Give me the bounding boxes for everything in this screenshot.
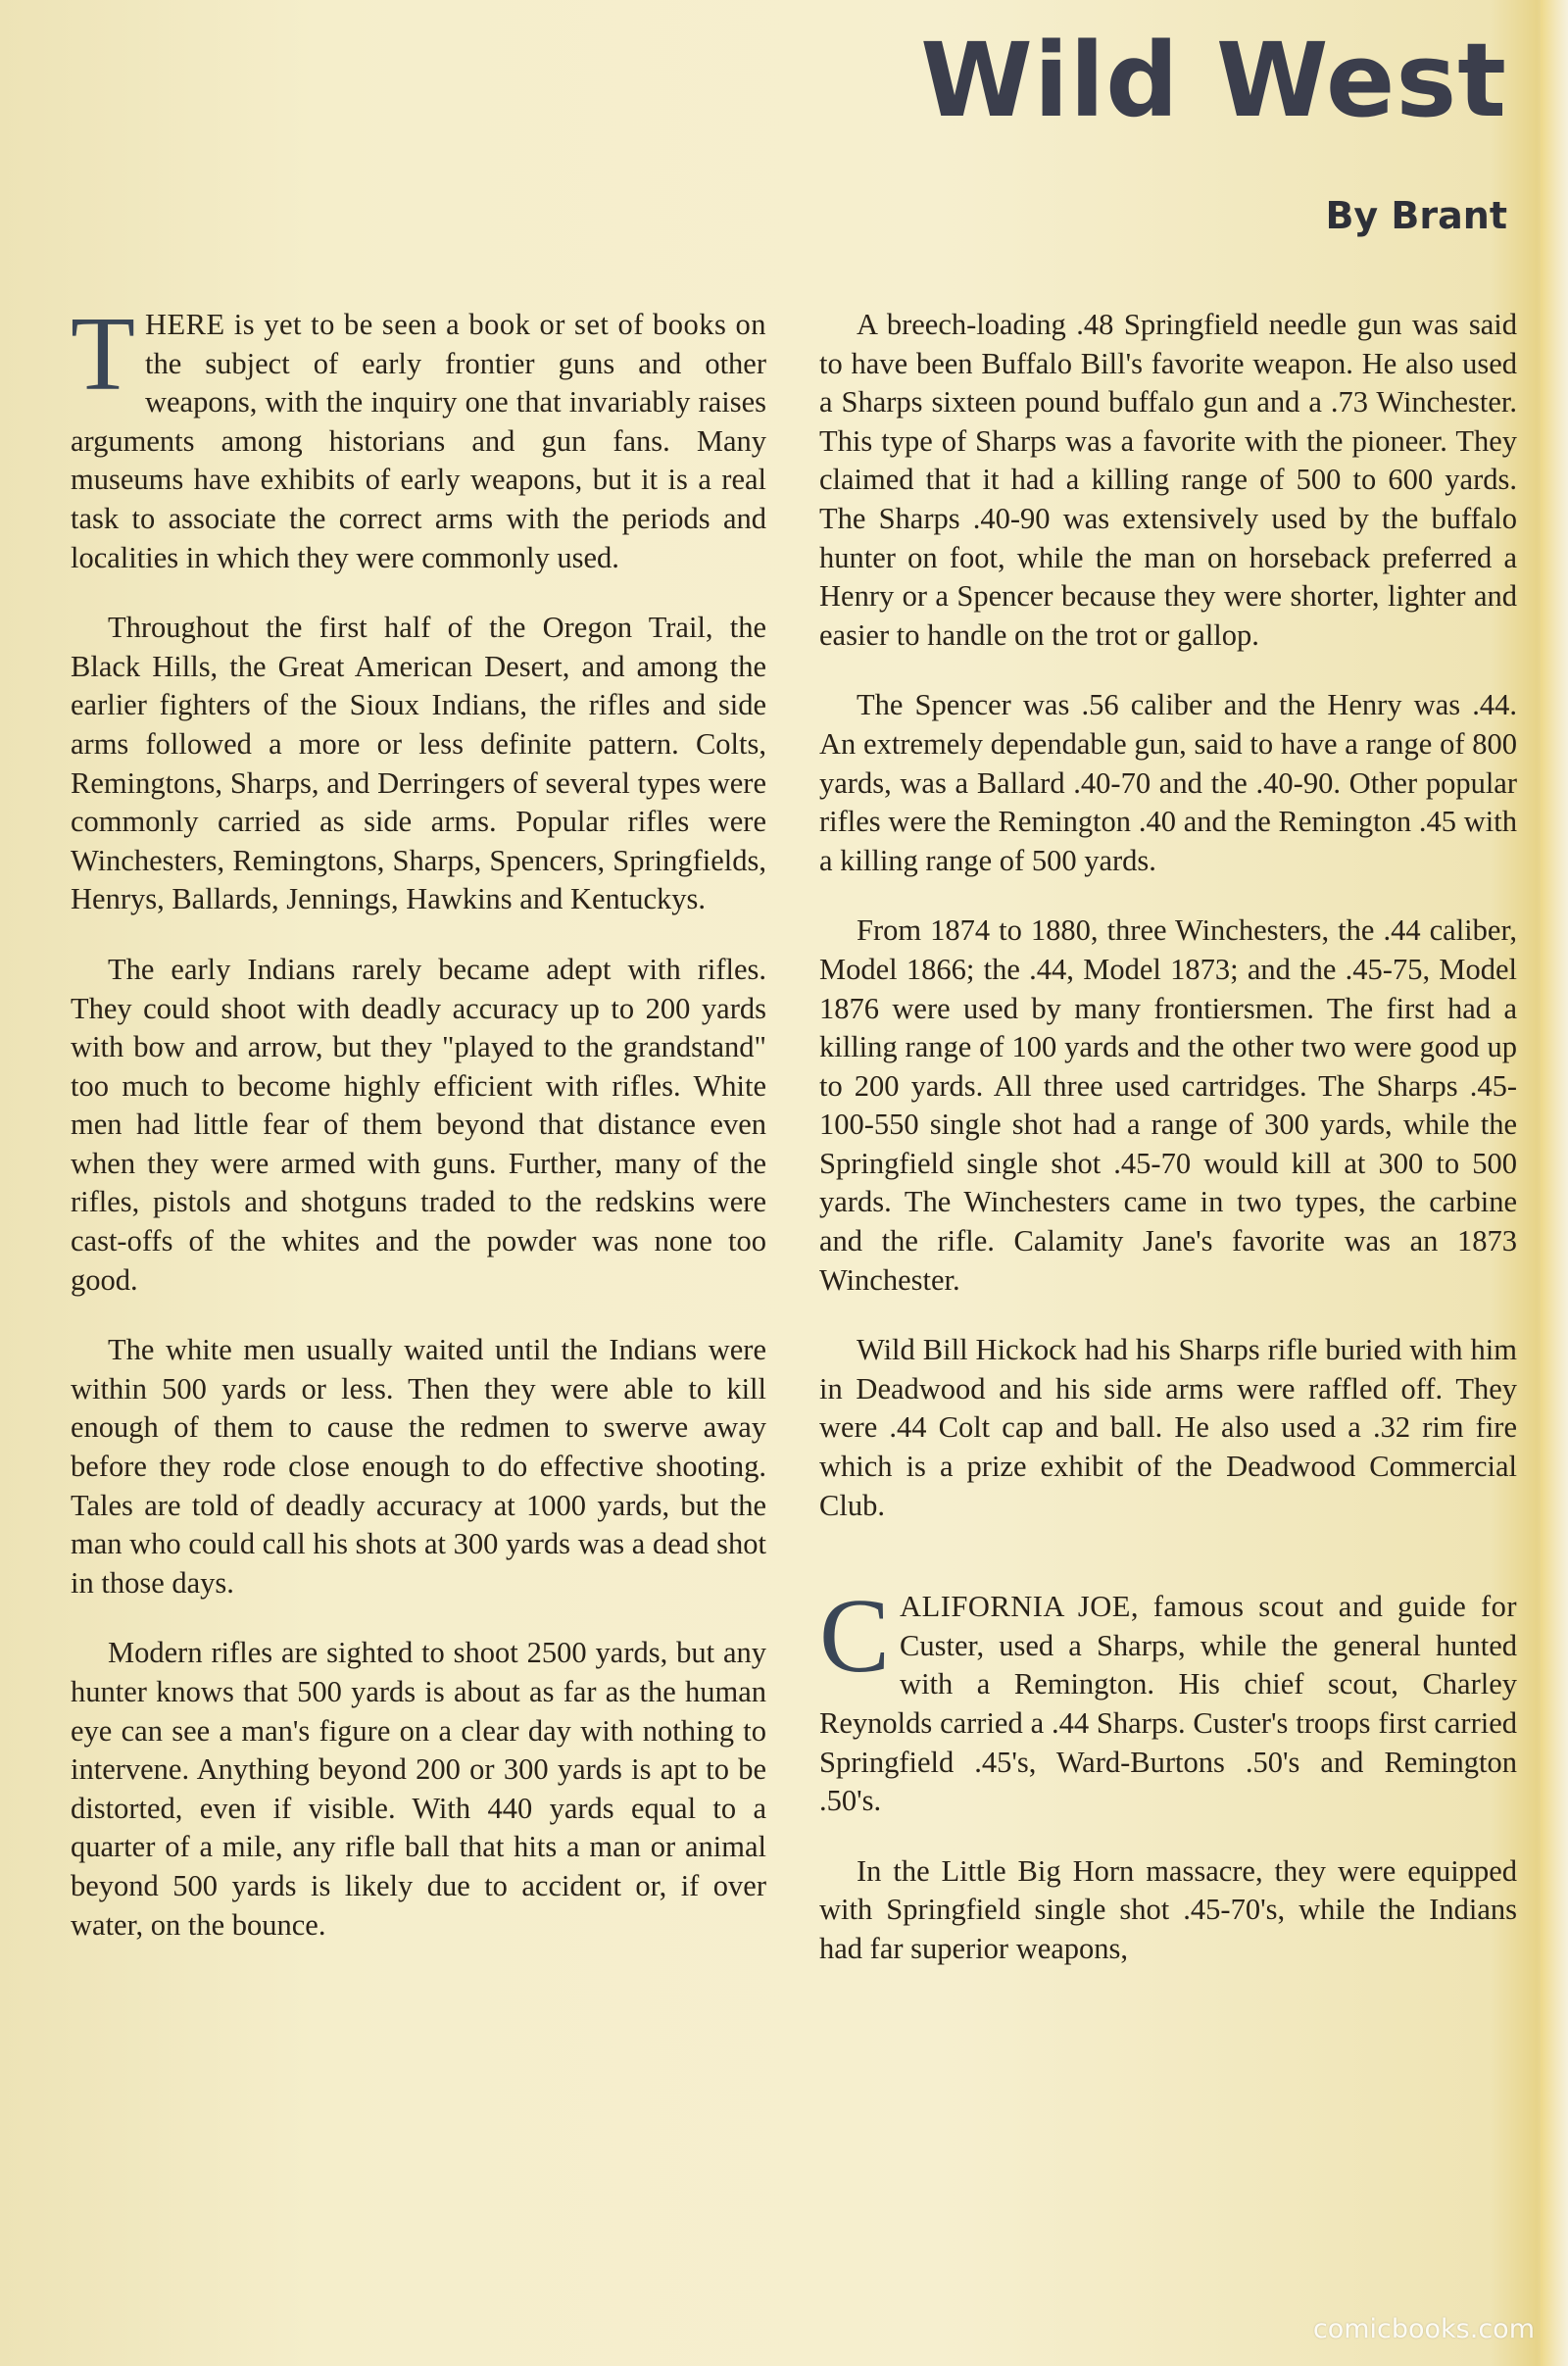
lead-word: ALIFORNIA JOE,	[900, 1590, 1140, 1624]
byline: By Brant	[1325, 194, 1507, 237]
paragraph: The white men usually waited until the Indians were within 500 yards or less. Then they were able to kill enough of them to cause the redmen to swerve away before they rode close enough to do effective shooting. Tales are told of deadly accuracy at 1000 yards, but the man who could call his shots at 300 yards was a dead shot in those days.	[71, 1333, 766, 1600]
lead-word: HERE	[144, 308, 225, 341]
drop-cap: T	[71, 296, 135, 413]
paragraph-text: famous scout and guide for Custer, used a Sharps, while the general hunted with a Remington. His chief scout, Charley Reynolds carried a .44 Sharps. Custer's troops first carried Springfield .45's, Ward-Burtons .50's and Remington .50's.	[819, 1590, 1518, 1818]
paragraph	[71, 296, 766, 577]
left-column	[71, 296, 766, 1976]
paragraph: Throughout the first half of the Oregon Trail, the Black Hills, the Great American Desert, and among the earlier fighters of the Sioux Indians, the rifles and side arms followed a more or less definite pattern. Colts, Remingtons, Sharps, and Derringers of several types were commonly carried as side arms. Popular rifles were Winchesters, Remingtons, Sharps, Spencers, Springfields, Henrys, Ballards, Jennings, Hawkins and Kentuckys.	[71, 611, 766, 916]
paragraph: In the Little Big Horn massacre, they were equipped with Springfield single shot .45-70's, while the Indians had far superior weapons,	[819, 1853, 1517, 1965]
paragraph: The early Indians rarely became adept with rifles. They could shoot with deadly accuracy up to 200 yards with bow and arrow, but they "played to the grandstand" too much to become highly efficient with rifles. White men had little fear of them beyond that distance even when they were armed with guns. Further, many of the rifles, pistols and shotguns traded to the redskins were cast-offs of the whites and the powder was none too good.	[71, 952, 766, 1297]
page-title: Wild West	[920, 21, 1507, 140]
paragraph	[819, 1578, 1518, 1821]
paragraph: Modern rifles are sighted to shoot 2500 yards, but any hunter knows that 500 yards is about as far as the human eye can see a man's figure on a clear day with nothing to intervene. Anything beyond 200 or 300 yards is apt to be distorted, even if visible. With 440 yards equal to a quarter of a mile, any rifle ball that hits a man or animal beyond 500 yards is likely due to accident or, if over water, on the bounce.	[71, 1636, 766, 1942]
page-edge	[1541, 0, 1568, 2366]
drop-cap: C	[819, 1578, 891, 1696]
paragraph: A breech-loading .48 Springfield needle gun was said to have been Buffalo Bill's favorite weapon. He also used a Sharps sixteen pound buffalo gun and a .73 Winchester. This type of Sharps was a favorite with the pioneer. They claimed that it had a killing range of 500 to 600 yards. The Sharps .40-90 was extensively used by the buffalo hunter on foot, while the man on horseback preferred a Henry or a Spencer because they were shorter, lighter and easier to handle on the trot or gallop.	[819, 308, 1517, 652]
right-column	[819, 306, 1517, 2000]
paragraph-text: is yet to be seen a book or set of books on the subject of early frontier guns and other weapons, with the inquiry one that invariably raises arguments among historians and gun fans. Many museums have exhibits of early weapons, but it is a real task to associate the correct arms with the periods and localities in which they were commonly used.	[71, 308, 766, 574]
watermark: comicbooks.com	[1312, 2314, 1535, 2344]
paragraph: The Spencer was .56 caliber and the Henry was .44. An extremely dependable gun, said to have a range of 800 yards, was a Ballard .40-70 and the .40-90. Other popular rifles were the Remington .40 and the Remington .45 with a killing range of 500 yards.	[819, 688, 1517, 877]
paragraph: Wild Bill Hickock had his Sharps rifle buried with him in Deadwood and his side arms were raffled off. They were .44 Colt cap and ball. He also used a .32 rim fire which is a prize exhibit of the Deadwood Commercial Club.	[819, 1333, 1517, 1522]
paragraph: From 1874 to 1880, three Winchesters, the .44 caliber, Model 1866; the .44, Model 1873; and the .45-75, Model 1876 were used by many frontiersmen. The first had a killing range of 100 yards and the other two were good up to 200 yards. All three used cartridges. The Sharps .45-100-550 single shot had a range of 300 yards, while the Springfield single shot .45-70 would kill at 300 to 500 yards. The Winchesters came in two types, the carbine and the rifle. Calamity Jane's favorite was an 1873 Winchester.	[819, 913, 1517, 1297]
